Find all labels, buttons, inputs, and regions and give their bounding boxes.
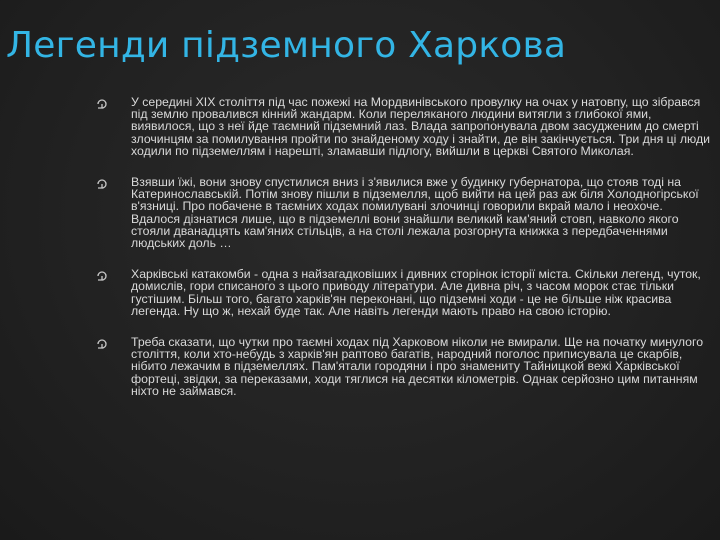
bullet-text: Взявши їжі, вони знову спустилися вниз і з'явилися вже у будинку губернатора, що стояв тоді на Катеринославській. Потім знову пішли в підземелля, щоб вийти на цей раз аж біля Холодногірської в'язниці. Про побачене в таємних ходах помилувані злочинці говорили вкрай мало і неохоче. Вдалося дізнатися лише, що в підземеллі вони знайшли великий кам'яний стовп, навколо якого стояли дванадцять кам'яних стільців, а на столі лежала розгорнута книжка з передбаченнями людських доль …	[131, 175, 699, 251]
list-item	[96, 176, 710, 249]
curled-arrow-bullet-icon	[96, 338, 108, 350]
bullet-list	[96, 96, 710, 416]
curled-arrow-bullet-icon	[96, 270, 108, 282]
list-item	[96, 336, 710, 397]
bullet-text: Харківські катакомби - одна з найзагадковіших і дивних сторінок історії міста. Скільки легенд, чуток, домислів, гори списаного з цього приводу літератури. Але дивна річ, з часом морок стає тільки густішим. Більш того, багато харків'ян переконані, що підземні ходи - це не більше ніж красива легенда. Ну що ж, нехай буде так. Але навіть легенди мають право на свою історію.	[131, 267, 701, 318]
curled-arrow-bullet-icon	[96, 98, 108, 110]
curled-arrow-bullet-icon	[96, 178, 108, 190]
list-item	[96, 96, 710, 157]
list-item	[96, 268, 710, 317]
bullet-text: Треба сказати, що чутки про таємні ходах під Харковом ніколи не вмирали. Ще на початку минулого століття, коли хто-небудь з харків'ян раптово багатів, народний поголос приписувала це скарбів, нібито лежачим в підземеллях. Пам'ятали городяни і про знамениту Тайницкой вежі Харківської фортеці, звідки, за переказами, ходи тяглися на десятки кілометрів. Однак серйозно цим питанням ніхто не займався.	[131, 335, 704, 398]
bullet-text: У середині ХІХ століття під час пожежі на Мордвинівського провулку на очах у натовпу, що зібрався під землю провалився кінний жандарм. Коли переляканого людини витягли з глибокої ями, виявилося, що з неї йде таємний підземний лаз. Влада запропонувала двом засудженим до смерті злочинцям за помилування пройти по знайденому ходу і знайти, де він закінчується. Три дня ці люди ходили по підземеллям і нарешті, зламавши підлогу, вийшли в церкві Святого Миколая.	[131, 95, 711, 158]
slide-title: Легенди підземного Харкова	[6, 25, 567, 66]
